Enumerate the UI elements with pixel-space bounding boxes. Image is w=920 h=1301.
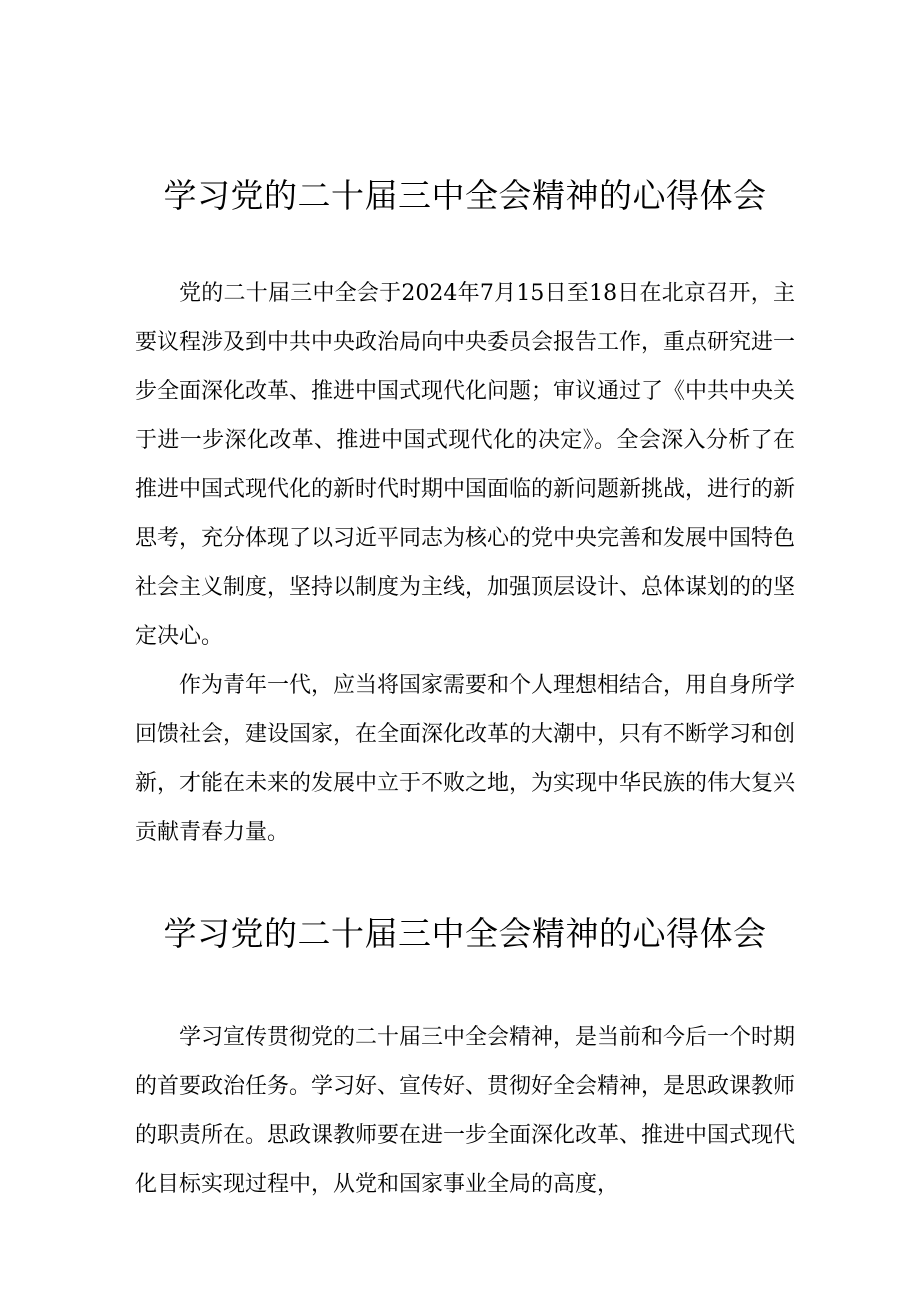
essay-title-2: 学习党的二十届三中全会精神的心得体会 xyxy=(163,914,767,953)
essay-1-paragraph-2: 作为青年一代，应当将国家需要和个人理想相结合，用自身所学回馈社会，建设国家，在全面深化改革的大潮中，只有不断学习和创新，才能在未来的发展中立于不败之地，为实现中华民族的伟大复兴贡献青春力量。 xyxy=(135,673,796,845)
essay-title-1: 学习党的二十届三中全会精神的心得体会 xyxy=(163,176,767,215)
essay-2-paragraph-1: 学习宣传贯彻党的二十届三中全会精神，是当前和今后一个时期的首要政治任务。学习好、宣传好、贯彻好全会精神，是思政课教师的职责所在。思政课教师要在进一步全面深化改革、推进中国式现代化目标实现过程中，从党和国家事业全局的高度， xyxy=(135,1025,796,1197)
essay-section-2 xyxy=(135,910,795,1209)
essay-1-paragraph-1: 党的二十届三中全会于2024年7月15日至18日在北京召开，主要议程涉及到中共中央政治局向中央委员会报告工作，重点研究进一步全面深化改革、推进中国式现代化问题；审议通过了《中共中央关于进一步深化改革、推进中国式现代化的决定》。全会深入分析了在推进中国式现代化的新时代时期中国面临的新问题新挑战，进行的新思考，充分体现了以习近平同志为核心的党中央完善和发展中国特色社会主义制度，坚持以制度为主线，加强顶层设计、总体谋划的的坚定决心。 xyxy=(135,281,796,649)
essay-section-1 xyxy=(135,172,795,857)
